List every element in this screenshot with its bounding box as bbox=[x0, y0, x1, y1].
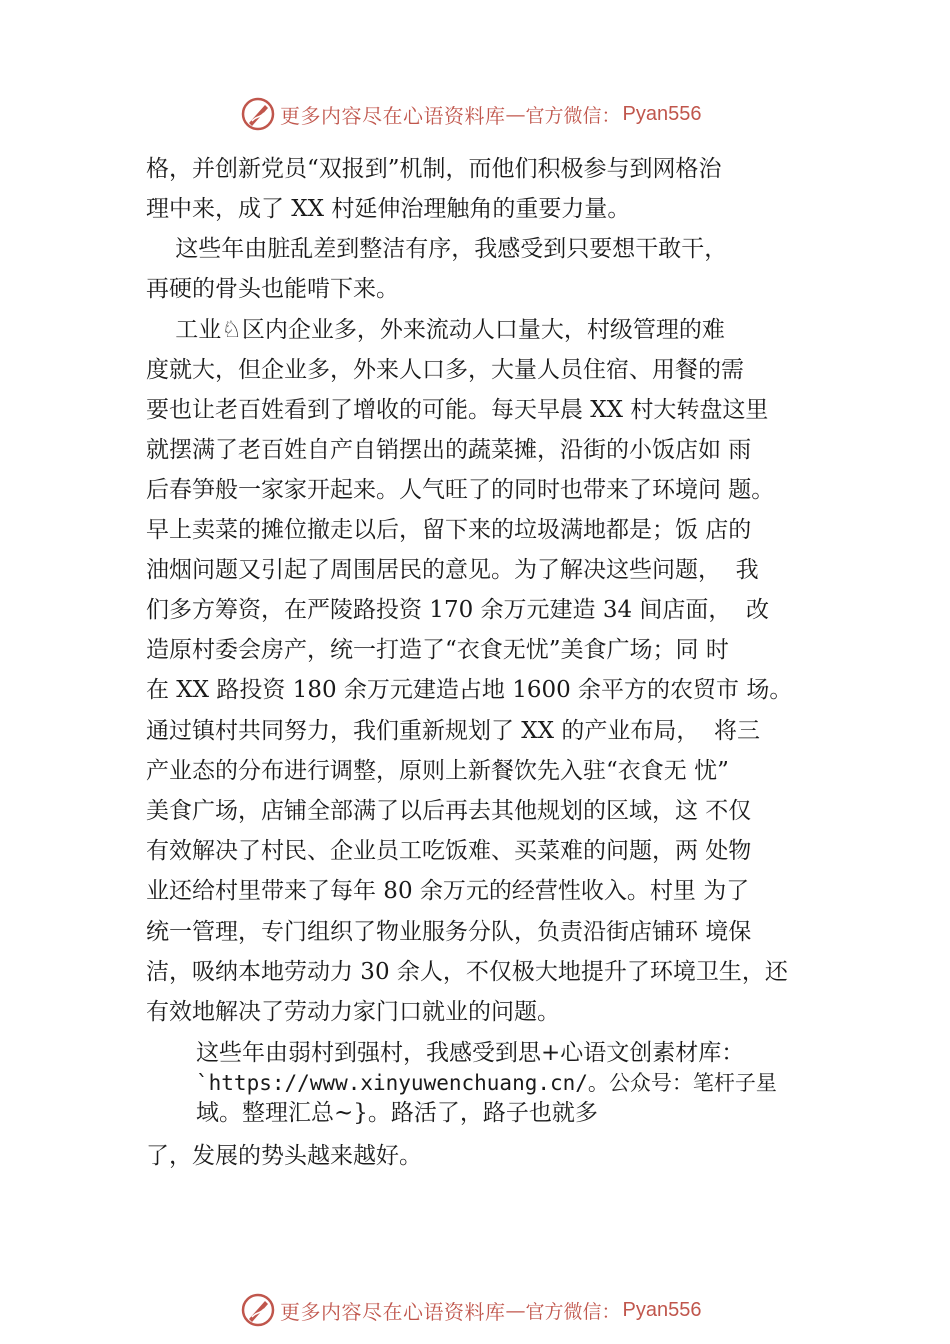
footer-banner bbox=[240, 1290, 701, 1330]
body-line: 这些年由脏乱差到整洁有序，我感受到只要想干敢干， bbox=[146, 236, 728, 262]
inserted-line: 这些年由弱村到强村，我感受到思+心语文创素材库： bbox=[196, 1040, 745, 1066]
banner-wechat-id: Pyan556 bbox=[622, 102, 702, 125]
body-line: 造原村委会房产，统一打造了“衣食无忧”美食广场；同 时 bbox=[146, 637, 729, 663]
banner-brand-text: 更多内容尽在心语资料库 bbox=[280, 103, 506, 128]
body-line: 业还给村里带来了每年 80 余万元的经营性收入。村里 为了 bbox=[146, 878, 750, 904]
body-line: 理中来，成了 XX 村延伸治理触角的重要力量。 bbox=[146, 196, 631, 222]
body-line: 工业♘区内企业多，外来流动人口量大，村级管理的难 bbox=[146, 317, 725, 343]
body-line: 有效地解决了劳动力家门口就业的问题。 bbox=[146, 999, 560, 1025]
banner-wechat-id: Pyan556 bbox=[622, 1298, 702, 1321]
body-line: 洁，吸纳本地劳动力 30 余人，不仅极大地提升了环境卫生，还 bbox=[146, 959, 788, 985]
body-line: 们多方筹资，在严陵路投资 170 余万元建造 34 间店面， 改 bbox=[146, 597, 770, 623]
body-line: 油烟问题又引起了周围居民的意见。为了解决这些问题， 我 bbox=[146, 557, 759, 583]
body-line: 在 XX 路投资 180 余万元建造占地 1600 余平方的农贸市 场。 bbox=[146, 677, 793, 703]
final-line: 了，发展的势头越来越好。 bbox=[146, 1143, 422, 1169]
body-line: 产业态的分布进行调整，原则上新餐饮先入驻“衣食无 忧” bbox=[146, 758, 729, 784]
body-line: 就摆满了老百姓自产自销摆出的蔬菜摊，沿街的小饭店如 雨 bbox=[146, 437, 752, 463]
body-line: 后春笋般一家家开起来。人气旺了的同时也带来了环境问 题。 bbox=[146, 477, 775, 503]
inserted-line: 域。整理汇总~}。路活了，路子也就多 bbox=[196, 1100, 598, 1126]
banner-wechat-label: 官方微信： bbox=[525, 104, 621, 127]
banner-wechat-label: 官方微信： bbox=[525, 1300, 621, 1323]
header-banner bbox=[240, 94, 701, 134]
inserted-line-url: `https://www.xinyuwenchuang.cn/。公众号：笔杆子星 bbox=[196, 1071, 777, 1095]
pen-seal-icon bbox=[240, 96, 276, 132]
body-line: 要也让老百姓看到了增收的可能。每天早晨 XX 村大转盘这里 bbox=[146, 397, 769, 423]
pen-seal-icon bbox=[240, 1292, 276, 1328]
banner-brand-text: 更多内容尽在心语资料库 bbox=[280, 1299, 506, 1324]
body-line: 度就大，但企业多，外来人口多，大量人员住宿、用餐的需 bbox=[146, 357, 744, 383]
banner-separator: — bbox=[505, 1298, 526, 1322]
body-line: 格，并创新党员“双报到”机制，而他们积极参与到网格治 bbox=[146, 156, 722, 182]
banner-separator: — bbox=[505, 102, 526, 126]
body-line: 再硬的骨头也能啃下来。 bbox=[146, 276, 399, 302]
body-line: 美食广场，店铺全部满了以后再去其他规划的区域，这 不仅 bbox=[146, 798, 752, 824]
body-line: 早上卖菜的摊位撤走以后，留下来的垃圾满地都是；饭 店的 bbox=[146, 517, 752, 543]
body-line: 有效解决了村民、企业员工吃饭难、买菜难的问题，两 处物 bbox=[146, 838, 752, 864]
body-line: 通过镇村共同努力，我们重新规划了 XX 的产业布局， 将三 bbox=[146, 718, 760, 744]
body-line: 统一管理，专门组织了物业服务分队，负责沿街店铺环 境保 bbox=[146, 919, 752, 945]
